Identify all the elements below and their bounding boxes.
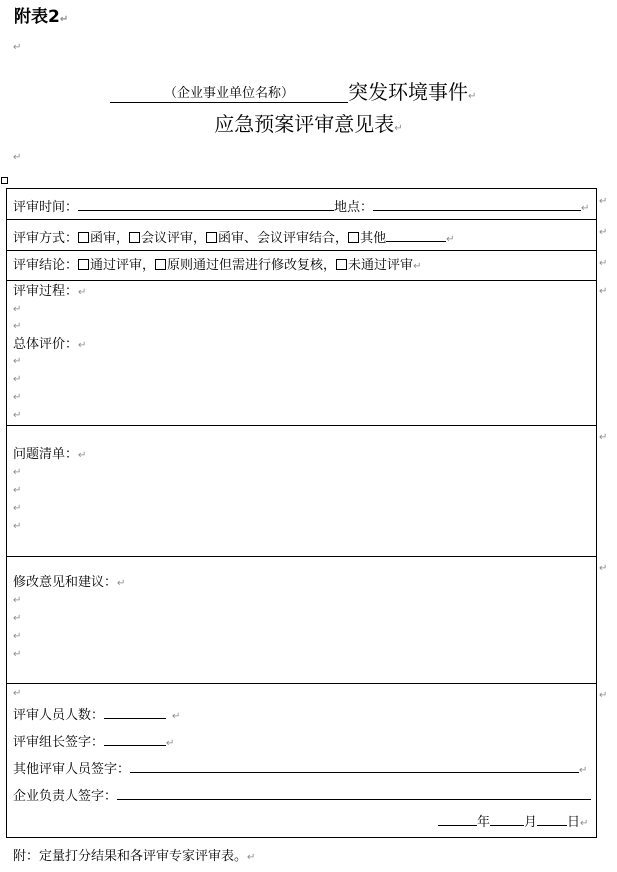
row-divider <box>6 219 597 220</box>
method-option-other: 其他 <box>360 231 387 246</box>
title-line-1-text: 突发环境事件 <box>348 80 468 104</box>
overall-evaluation-label <box>13 337 86 354</box>
date-day-label: 日 <box>567 815 581 830</box>
review-time-row <box>13 197 589 217</box>
paragraph-mark: ↵ <box>394 123 403 134</box>
suggestions-label <box>13 575 125 592</box>
location-field[interactable] <box>373 197 581 211</box>
method-checkbox-combined[interactable] <box>206 232 217 243</box>
paragraph-mark: ↵ <box>13 467 22 478</box>
row-divider <box>6 250 597 251</box>
paragraph-mark: ↵ <box>468 91 477 102</box>
other-reviewers-row <box>13 759 587 779</box>
org-name-placeholder: （企业事业单位名称） <box>163 86 294 101</box>
row-end-mark: ↵ <box>599 227 608 238</box>
method-option-letter: 函审， <box>90 231 130 246</box>
suggestions-text: 修改意见和建议： <box>13 575 118 590</box>
row-divider <box>6 188 597 189</box>
method-checkbox-meeting[interactable] <box>129 232 140 243</box>
paragraph-mark: ↵ <box>579 765 588 776</box>
paragraph-mark: ↵ <box>13 356 22 367</box>
paragraph-mark: ↵ <box>413 261 422 272</box>
row-end-mark: ↵ <box>599 286 608 297</box>
table-right-border <box>596 188 597 838</box>
review-method-row <box>13 228 454 248</box>
other-reviewers-label: 其他评审人员签字： <box>13 762 131 777</box>
method-other-field[interactable] <box>386 228 446 242</box>
paragraph-mark: ↵ <box>13 374 22 385</box>
reviewer-count-label: 评审人员人数： <box>13 708 105 723</box>
paragraph-mark: ↵ <box>78 340 87 351</box>
review-conclusion-label: 评审结论： <box>13 258 79 273</box>
conclusion-option-pass: 通过评审， <box>90 258 156 273</box>
issues-list-text: 问题清单： <box>13 447 79 462</box>
conclusion-checkbox-fail[interactable] <box>336 259 347 270</box>
location-label: 地点： <box>334 200 374 215</box>
paragraph-mark: ↵ <box>13 521 22 532</box>
row-divider <box>6 425 597 426</box>
table-left-border <box>6 188 7 838</box>
row-end-mark: ↵ <box>599 690 608 701</box>
date-month-field[interactable] <box>490 812 524 826</box>
paragraph-mark: ↵ <box>13 503 22 514</box>
paragraph-mark: ↵ <box>13 631 22 642</box>
company-sign-label: 企业负责人签字： <box>13 789 118 804</box>
conclusion-checkbox-conditional[interactable] <box>155 259 166 270</box>
row-divider <box>6 837 597 838</box>
appendix-label-text: 附表2 <box>14 7 60 27</box>
reviewer-count-row <box>13 705 180 725</box>
date-row <box>438 812 588 832</box>
paragraph-mark: ↵ <box>13 485 22 496</box>
paragraph-mark: ↵ <box>13 595 22 606</box>
conclusion-option-conditional: 原则通过但需进行修改复核， <box>167 258 337 273</box>
review-method-label: 评审方式： <box>13 231 79 246</box>
title-line-2-text: 应急预案评审意见表 <box>214 112 395 136</box>
review-time-label: 评审时间： <box>13 200 79 215</box>
leader-sign-field[interactable] <box>104 732 166 746</box>
paragraph-mark: ↵ <box>13 613 22 624</box>
row-end-mark: ↵ <box>599 196 608 207</box>
paragraph-mark: ↵ <box>13 321 22 332</box>
paragraph-mark: ↵ <box>78 450 87 461</box>
paragraph-mark: ↵ <box>59 14 69 25</box>
other-reviewers-field[interactable] <box>130 759 579 773</box>
paragraph-mark: ↵ <box>13 304 22 315</box>
company-sign-field[interactable] <box>117 786 591 800</box>
paragraph-mark: ↵ <box>13 392 22 403</box>
paragraph-mark: ↵ <box>13 410 22 421</box>
title-line-1 <box>348 79 476 110</box>
paragraph-mark: ↵ <box>13 649 22 660</box>
conclusion-checkbox-pass[interactable] <box>78 259 89 270</box>
paragraph-mark: ↵ <box>117 578 126 589</box>
footer-note-text: 附：定量打分结果和各评审专家评审表。 <box>13 849 248 864</box>
paragraph-mark: ↵ <box>13 688 22 699</box>
date-day-field[interactable] <box>537 812 567 826</box>
document-title <box>0 80 617 140</box>
reviewer-count-field[interactable] <box>104 705 166 719</box>
overall-evaluation-text: 总体评价： <box>13 337 79 352</box>
paragraph-mark: ↵ <box>13 152 22 163</box>
paragraph-mark: ↵ <box>172 711 181 722</box>
row-end-mark: ↵ <box>599 563 608 574</box>
method-option-meeting: 会议评审， <box>141 231 207 246</box>
title-line-2 <box>0 111 617 142</box>
review-process-label <box>13 284 86 301</box>
table-anchor <box>1 177 8 184</box>
row-end-mark: ↵ <box>599 432 608 443</box>
conclusion-option-fail: 未通过评审 <box>348 258 414 273</box>
footer-note <box>13 849 255 866</box>
method-checkbox-letter[interactable] <box>78 232 89 243</box>
review-conclusion-row <box>13 258 421 275</box>
method-option-combined: 函审、会议评审结合， <box>218 231 349 246</box>
method-checkbox-other[interactable] <box>348 232 359 243</box>
row-end-mark: ↵ <box>599 258 608 269</box>
paragraph-mark: ↵ <box>247 852 256 863</box>
paragraph-mark: ↵ <box>13 42 22 53</box>
date-year-field[interactable] <box>438 812 477 826</box>
row-divider <box>6 280 597 281</box>
row-divider <box>6 556 597 557</box>
paragraph-mark: ↵ <box>78 287 87 298</box>
review-time-field[interactable] <box>78 197 334 211</box>
org-name-underline <box>110 102 348 103</box>
paragraph-mark: ↵ <box>446 234 455 245</box>
leader-sign-row <box>13 732 174 752</box>
date-year-label: 年 <box>477 815 491 830</box>
company-sign-row <box>13 786 591 805</box>
paragraph-mark: ↵ <box>580 818 589 829</box>
review-process-text: 评审过程： <box>13 284 79 299</box>
appendix-label <box>14 6 68 31</box>
paragraph-mark: ↵ <box>166 738 175 749</box>
leader-sign-label: 评审组长签字： <box>13 735 105 750</box>
paragraph-mark: ↵ <box>581 203 590 214</box>
date-month-label: 月 <box>524 815 538 830</box>
issues-list-label <box>13 447 86 464</box>
row-divider <box>6 683 597 684</box>
